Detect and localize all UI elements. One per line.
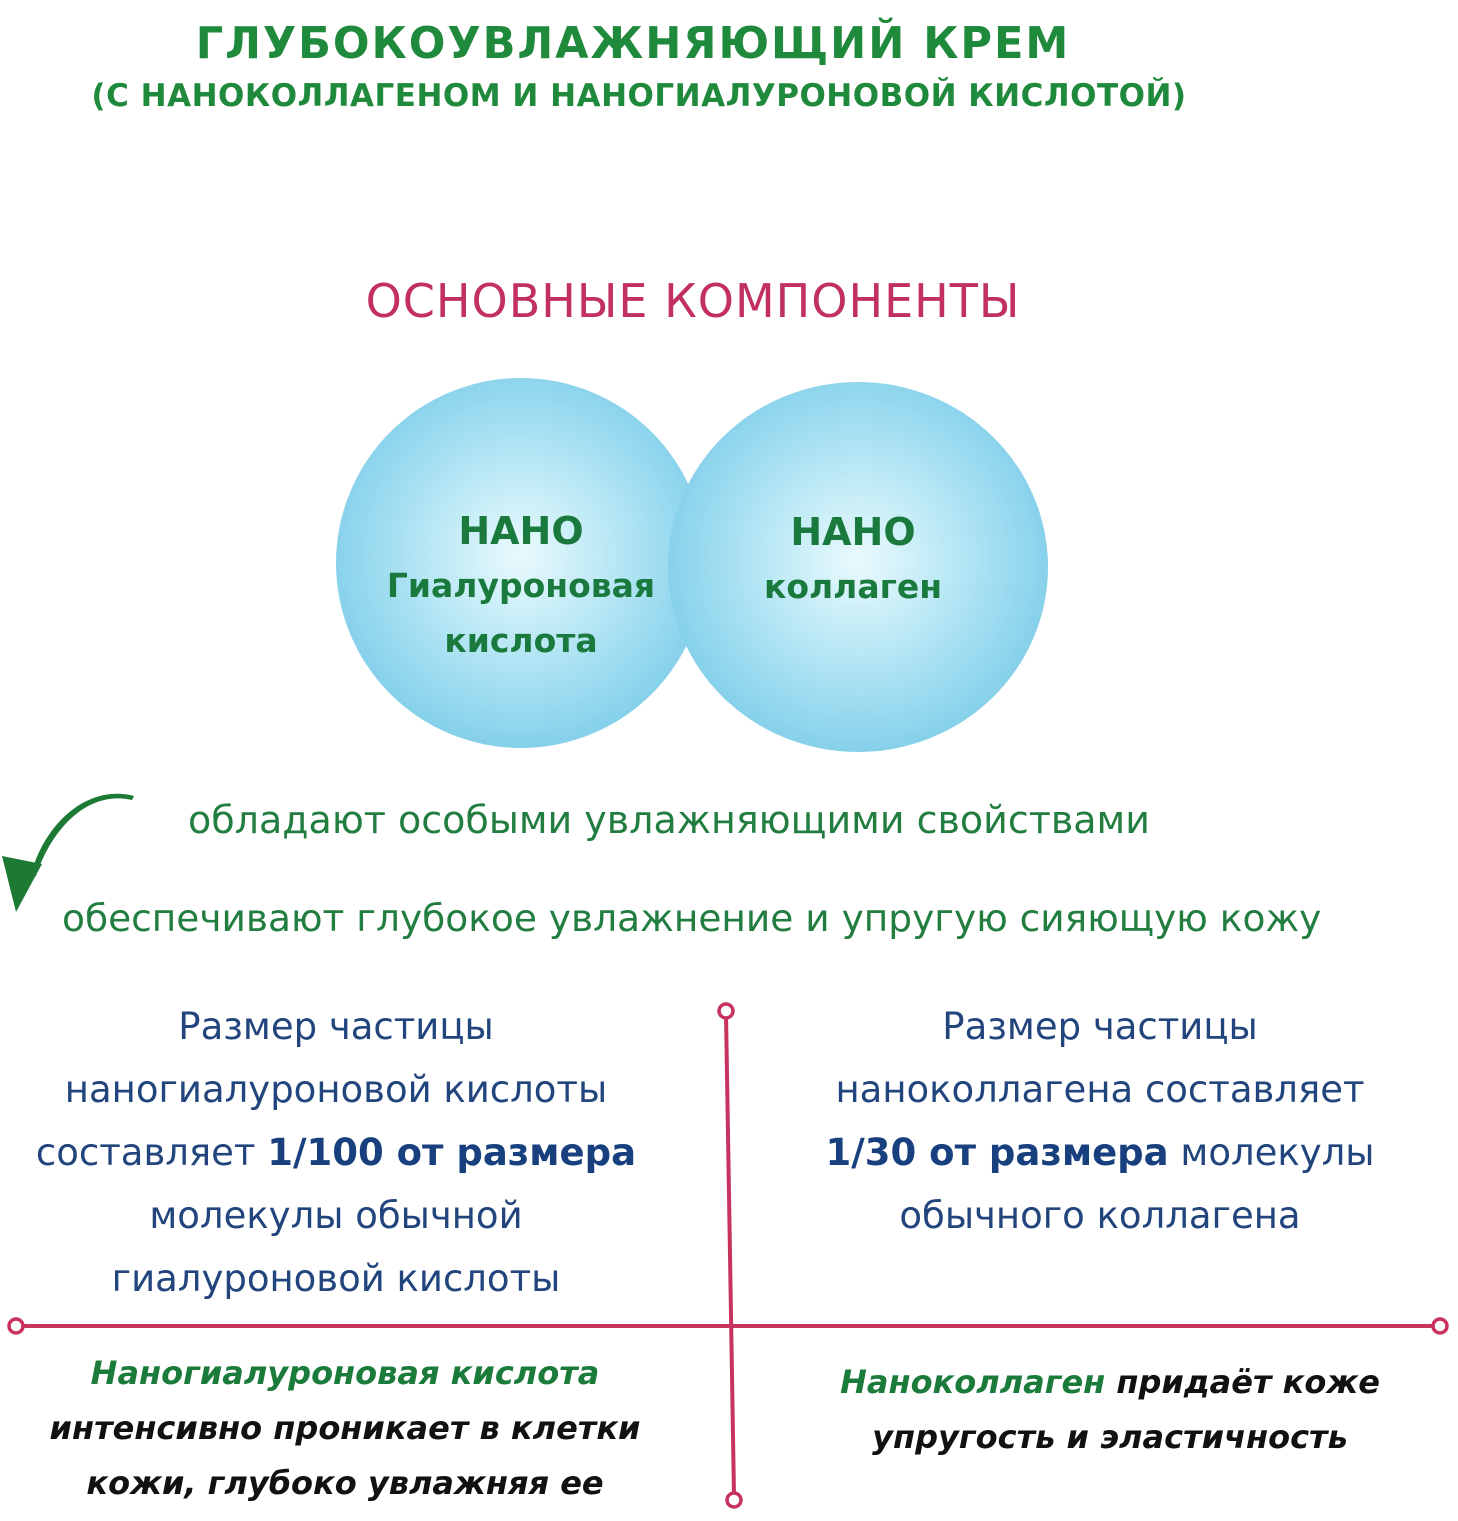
property-line-1: обладают особыми увлажняющими свойствами [188, 798, 1150, 842]
collagen-size-text [760, 995, 1440, 1247]
tl-line-1: Размер частицы [178, 1005, 494, 1048]
tr-line-4: обычного коллагена [899, 1194, 1301, 1237]
collagen-effect-text [760, 1355, 1458, 1465]
bubble-collagen-name: коллаген [763, 567, 943, 606]
tl-line-5: гиалуроновой кислоты [111, 1257, 561, 1300]
bubble-collagen-nano: НАНО [790, 510, 916, 554]
tl-line-2: наногиалуроновой кислоты [64, 1068, 608, 1111]
hyaluronic-effect-text [0, 1346, 690, 1511]
br-line-2: упругость и эластичность [872, 1418, 1348, 1456]
tl-line-4: молекулы обычной [149, 1194, 523, 1237]
tr-line-1: Размер частицы [942, 1005, 1258, 1048]
bubble-hyaluronic-acid: кислота [444, 621, 598, 660]
tl-line-3-bold: 1/100 от размера [267, 1131, 637, 1174]
bubble-hyaluronic-nano: НАНО [458, 509, 584, 553]
tr-line-3-bold: 1/30 от размера [825, 1131, 1169, 1174]
hyaluronic-size-text [0, 995, 672, 1310]
bubble-hyaluronic-name: Гиалуроновая [386, 566, 656, 605]
page-subtitle: (С НАНОКОЛЛАГЕНОМ И НАНОГИАЛУРОНОВОЙ КИСЛОТОЙ) [91, 78, 1187, 114]
br-highlight: Наноколлаген [840, 1363, 1106, 1401]
section-title: ОСНОВНЫЕ КОМПОНЕНТЫ [365, 274, 1021, 328]
tr-line-2: наноколлагена составляет [835, 1068, 1365, 1111]
bl-highlight: Наногиалуроновая кислота [90, 1354, 600, 1392]
tr-line-3-post: молекулы [1168, 1131, 1375, 1174]
bl-line-2: интенсивно проникает в клетки [49, 1409, 641, 1447]
tr-line-3 [760, 1121, 1440, 1184]
tl-line-3 [0, 1121, 672, 1184]
property-line-2: обеспечивают глубокое увлажнение и упругую сияющую кожу [62, 896, 1322, 940]
br-line-1-post: придаёт коже [1105, 1363, 1380, 1401]
br-line-1 [760, 1355, 1458, 1410]
page-title: ГЛУБОКОУВЛАЖНЯЮЩИЙ КРЕМ [195, 18, 1071, 69]
bl-line-3: кожи, глубоко увлажняя ее [86, 1464, 604, 1502]
tl-line-3-pre: составляет [35, 1131, 268, 1174]
